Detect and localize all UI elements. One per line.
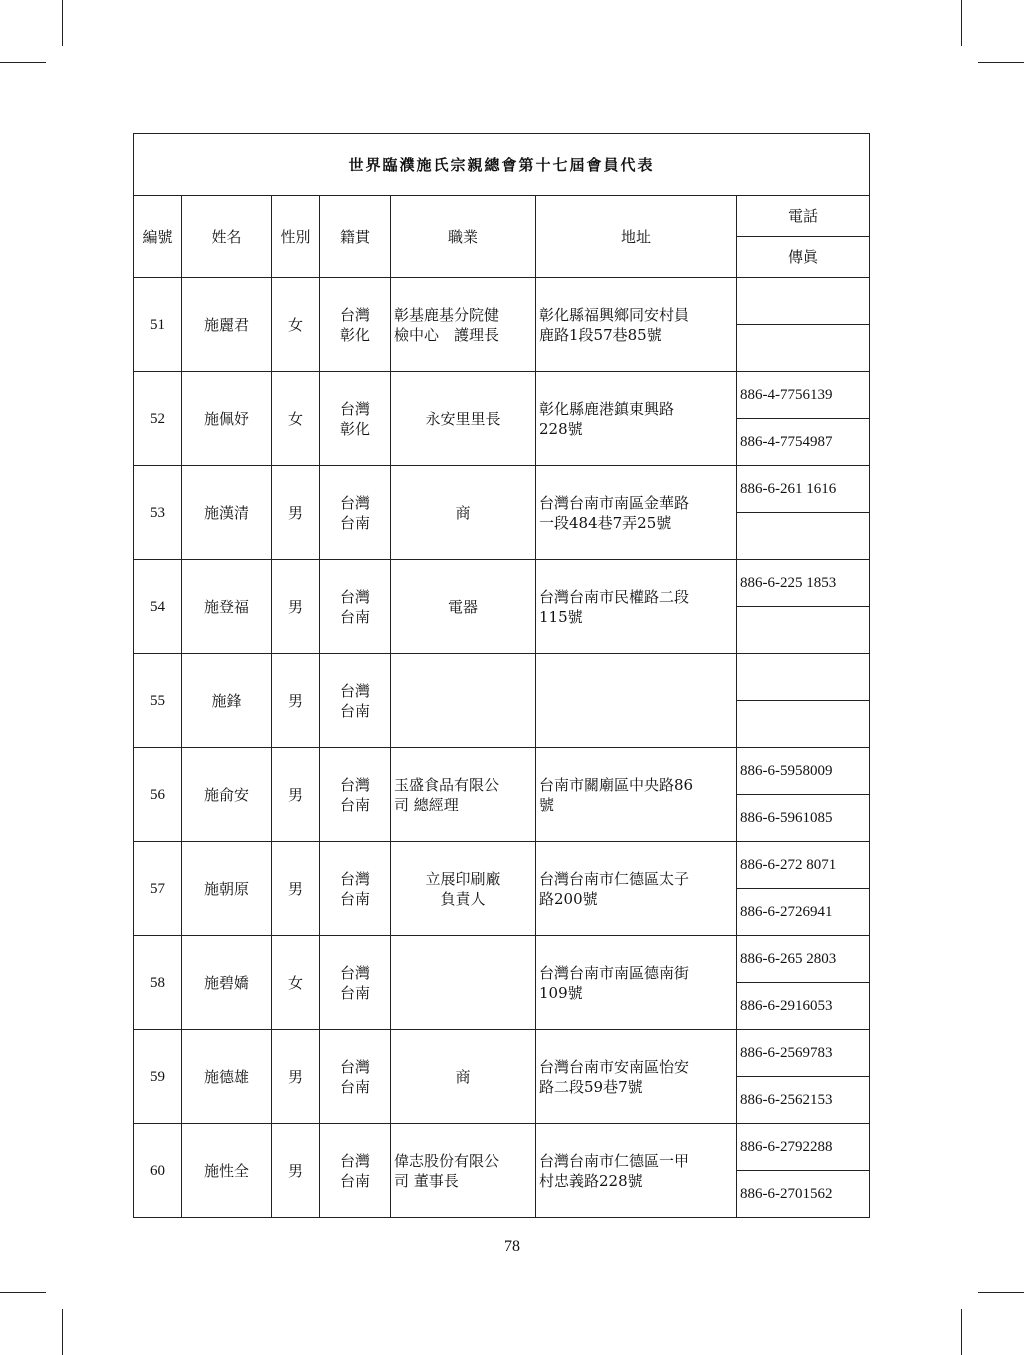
member-name: 施碧嬌 <box>182 936 272 1030</box>
table-row <box>134 748 870 795</box>
origin-line: 台南 <box>339 607 370 626</box>
member-phone: 886-6-261 1616 <box>737 466 870 513</box>
member-no: 60 <box>134 1124 182 1218</box>
origin-line: 台灣 <box>339 399 370 418</box>
member-phone: 886-6-265 2803 <box>737 936 870 983</box>
member-address <box>536 466 737 560</box>
address-line: 路200號 <box>539 889 598 908</box>
member-occupation <box>391 278 536 372</box>
member-no: 59 <box>134 1030 182 1124</box>
occupation-line: 永安里里長 <box>425 409 501 428</box>
member-name: 施俞安 <box>182 748 272 842</box>
member-origin <box>320 560 391 654</box>
member-origin <box>320 466 391 560</box>
member-no: 52 <box>134 372 182 466</box>
member-name: 施麗君 <box>182 278 272 372</box>
header-no: 編號 <box>134 196 182 278</box>
member-phone: 886-6-5958009 <box>737 748 870 795</box>
member-origin <box>320 936 391 1030</box>
member-occupation <box>391 372 536 466</box>
member-name: 施鋒 <box>182 654 272 748</box>
crop-mark <box>0 62 46 63</box>
header-address: 地址 <box>536 196 737 278</box>
member-occupation <box>391 1030 536 1124</box>
occupation-line: 司 董事長 <box>394 1171 459 1190</box>
member-gender: 男 <box>272 560 320 654</box>
crop-mark <box>961 0 962 46</box>
member-gender: 男 <box>272 1124 320 1218</box>
table-title: 世界臨濮施氏宗親總會第十七屆會員代表 <box>134 134 870 196</box>
header-origin: 籍貫 <box>320 196 391 278</box>
origin-line: 台南 <box>339 1171 370 1190</box>
member-phone: 886-6-2569783 <box>737 1030 870 1077</box>
table-row <box>134 1124 870 1171</box>
member-name: 施漢清 <box>182 466 272 560</box>
page-number: 78 <box>504 1238 520 1255</box>
member-fax <box>737 513 870 560</box>
table-row <box>134 1030 870 1077</box>
address-line: 109號 <box>539 983 583 1002</box>
member-no: 54 <box>134 560 182 654</box>
origin-line: 台灣 <box>339 963 370 982</box>
member-phone: 886-4-7756139 <box>737 372 870 419</box>
member-gender: 男 <box>272 654 320 748</box>
member-no: 51 <box>134 278 182 372</box>
address-line: 村忠義路228號 <box>539 1171 643 1190</box>
member-name: 施登福 <box>182 560 272 654</box>
occupation-line: 偉志股份有限公 <box>394 1151 500 1170</box>
occupation-line: 商 <box>455 503 471 522</box>
address-line: 115號 <box>539 607 583 626</box>
occupation-line: 檢中心 護理長 <box>394 325 500 344</box>
member-address <box>536 936 737 1030</box>
origin-line: 台灣 <box>339 493 370 512</box>
table-row <box>134 936 870 983</box>
member-fax: 886-6-2916053 <box>737 983 870 1030</box>
table-row <box>134 560 870 607</box>
address-line: 228號 <box>539 419 583 438</box>
origin-line: 台南 <box>339 889 370 908</box>
address-line: 一段484巷7弄25號 <box>539 513 672 532</box>
member-address <box>536 654 737 748</box>
member-occupation <box>391 466 536 560</box>
occupation-line: 玉盛食品有限公 <box>394 775 500 794</box>
member-fax <box>737 325 870 372</box>
address-line: 彰化縣福興鄉同安村員 <box>539 305 690 324</box>
address-line: 號 <box>539 795 555 814</box>
crop-mark <box>0 1292 46 1293</box>
member-no: 56 <box>134 748 182 842</box>
origin-line: 台灣 <box>339 869 370 888</box>
member-gender: 女 <box>272 936 320 1030</box>
member-origin <box>320 1124 391 1218</box>
header-phone: 電話 <box>737 196 870 237</box>
member-phone: 886-6-2792288 <box>737 1124 870 1171</box>
member-occupation <box>391 842 536 936</box>
member-address <box>536 278 737 372</box>
member-origin <box>320 372 391 466</box>
member-no: 53 <box>134 466 182 560</box>
member-fax <box>737 701 870 748</box>
crop-mark <box>978 1292 1024 1293</box>
member-phone: 886-6-272 8071 <box>737 842 870 889</box>
member-occupation <box>391 1124 536 1218</box>
origin-line: 彰化 <box>339 325 370 344</box>
member-origin <box>320 748 391 842</box>
origin-line: 台南 <box>339 795 370 814</box>
occupation-line: 負責人 <box>440 889 486 908</box>
table-row <box>134 278 870 325</box>
origin-line: 彰化 <box>339 419 370 438</box>
member-address <box>536 748 737 842</box>
member-address <box>536 842 737 936</box>
header-gender: 性別 <box>272 196 320 278</box>
header-name: 姓名 <box>182 196 272 278</box>
member-occupation <box>391 560 536 654</box>
member-phone <box>737 654 870 701</box>
address-line: 台灣台南市安南區怡安 <box>539 1057 690 1076</box>
address-line: 台灣台南市南區德南街 <box>539 963 690 982</box>
member-fax: 886-4-7754987 <box>737 419 870 466</box>
address-line: 台灣台南市民權路二段 <box>539 587 690 606</box>
member-address <box>536 560 737 654</box>
member-occupation <box>391 654 536 748</box>
member-gender: 女 <box>272 372 320 466</box>
occupation-line: 彰基鹿基分院健 <box>394 305 500 324</box>
occupation-line: 立展印刷廠 <box>425 869 501 888</box>
member-phone <box>737 278 870 325</box>
member-no: 55 <box>134 654 182 748</box>
member-gender: 男 <box>272 748 320 842</box>
member-origin <box>320 1030 391 1124</box>
table-row <box>134 842 870 889</box>
member-origin <box>320 654 391 748</box>
member-table <box>133 133 870 1218</box>
member-gender: 男 <box>272 1030 320 1124</box>
address-line: 台灣台南市仁德區一甲 <box>539 1151 690 1170</box>
header-occupation: 職業 <box>391 196 536 278</box>
occupation-line: 司 總經理 <box>394 795 459 814</box>
origin-line: 台南 <box>339 701 370 720</box>
origin-line: 台南 <box>339 983 370 1002</box>
crop-mark <box>978 62 1024 63</box>
member-gender: 男 <box>272 466 320 560</box>
origin-line: 台南 <box>339 1077 370 1096</box>
member-fax: 886-6-2562153 <box>737 1077 870 1124</box>
origin-line: 台灣 <box>339 1057 370 1076</box>
member-origin <box>320 842 391 936</box>
member-name: 施佩妤 <box>182 372 272 466</box>
member-address <box>536 1030 737 1124</box>
table-row <box>134 654 870 701</box>
origin-line: 台灣 <box>339 305 370 324</box>
address-line: 台南市關廟區中央路86 <box>539 775 694 794</box>
origin-line: 台南 <box>339 513 370 532</box>
address-line: 彰化縣鹿港鎮東興路 <box>539 399 675 418</box>
table-row <box>134 466 870 513</box>
crop-mark <box>961 1309 962 1355</box>
origin-line: 台灣 <box>339 587 370 606</box>
member-address <box>536 1124 737 1218</box>
member-fax: 886-6-2701562 <box>737 1171 870 1218</box>
member-gender: 男 <box>272 842 320 936</box>
header-fax: 傳眞 <box>737 237 870 278</box>
member-fax: 886-6-5961085 <box>737 795 870 842</box>
member-occupation <box>391 748 536 842</box>
member-name: 施性全 <box>182 1124 272 1218</box>
occupation-line: 商 <box>455 1067 471 1086</box>
table-row <box>134 372 870 419</box>
member-no: 58 <box>134 936 182 1030</box>
member-occupation <box>391 936 536 1030</box>
origin-line: 台灣 <box>339 775 370 794</box>
member-address <box>536 372 737 466</box>
address-line: 鹿路1段57巷85號 <box>539 325 662 344</box>
origin-line: 台灣 <box>339 1151 370 1170</box>
member-gender: 女 <box>272 278 320 372</box>
address-line: 台灣台南市南區金華路 <box>539 493 690 512</box>
address-line: 台灣台南市仁德區太子 <box>539 869 690 888</box>
origin-line: 台灣 <box>339 681 370 700</box>
member-fax <box>737 607 870 654</box>
member-origin <box>320 278 391 372</box>
occupation-line: 電器 <box>447 597 478 616</box>
address-line: 路二段59巷7號 <box>539 1077 643 1096</box>
member-fax: 886-6-2726941 <box>737 889 870 936</box>
member-phone: 886-6-225 1853 <box>737 560 870 607</box>
member-no: 57 <box>134 842 182 936</box>
member-name: 施朝原 <box>182 842 272 936</box>
crop-mark <box>62 0 63 46</box>
member-name: 施德雄 <box>182 1030 272 1124</box>
crop-mark <box>62 1309 63 1355</box>
